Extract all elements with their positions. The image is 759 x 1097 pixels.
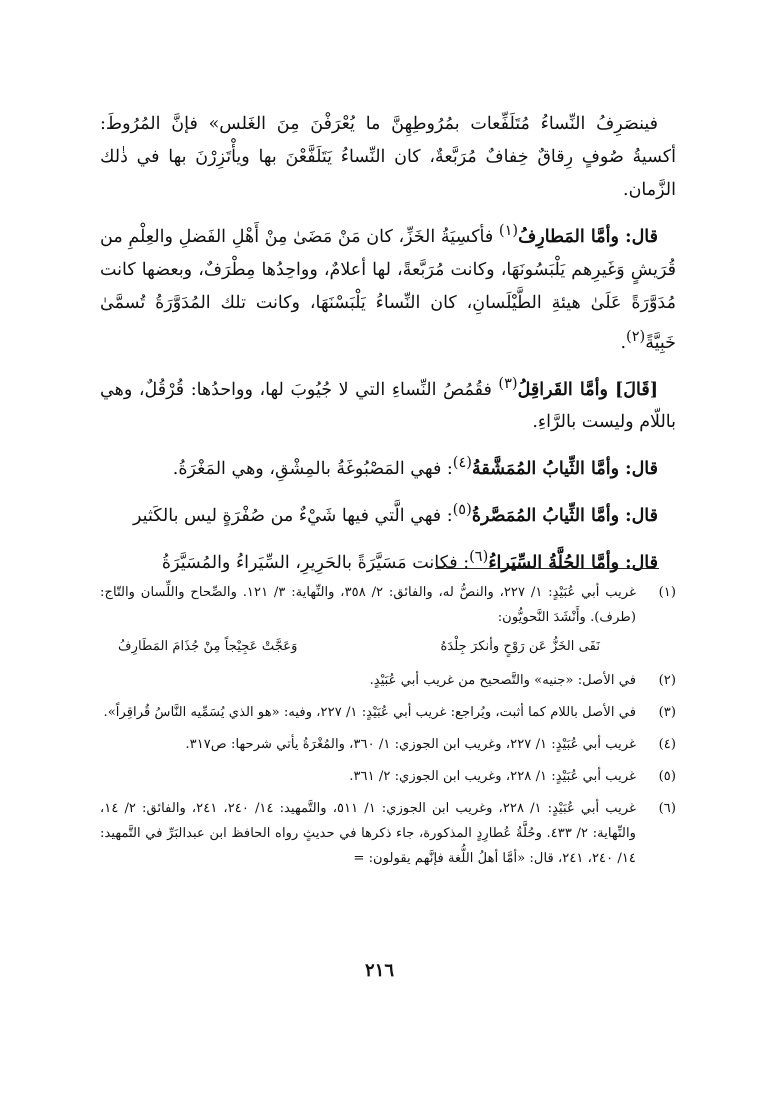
footnote-divider (435, 568, 659, 569)
footnote-ref[interactable]: (١) (498, 222, 519, 239)
footnote-text: غريب أبي عُبَيْدٍ: ١/ ٢٢٧، والنصُّ له، والفائق: ٢/ ٣٥٨، والنِّهاية: ٣/ ١٢١. والصِّحاح واللِّسان والتّاج: (طرف). وأَنْشَدَ النَّحويُّون: (100, 585, 637, 625)
footnote-ref[interactable]: (٢) (626, 327, 646, 345)
main-text (100, 108, 676, 587)
verse-hemistich-second: وَعَجَّتْ عَجِيْجاً مِنْ جُذَامَ المَطَارِفُ (118, 639, 298, 654)
paragraph-hulla: قال: وأمَّا الحُلَّةُ السِّيَراءُ$^{(٦)}$: فكانت مَسَيَّرَةً بالحَرِيرِ، السِّيَراءُ والمُسَيَّرَةُ (161, 548, 658, 573)
page-number: ٢١٦ (364, 960, 394, 981)
footnote-ref[interactable]: (٣) (498, 374, 518, 392)
footnote-number: (٢) (658, 673, 676, 688)
footnote-number: (٤) (658, 737, 676, 752)
footnote-6 (100, 796, 676, 871)
footnote-1 (100, 580, 676, 661)
footnote-3 (100, 700, 676, 725)
footnote-ref[interactable]: (٤) (452, 454, 472, 472)
paragraph-heading: قال: وأمَّا الحُلَّةُ السِّيَراءُ (488, 552, 658, 573)
footnote-text: في الأصل باللام كما أثبت، ويُراجع: غريب أبي عُبَيْدٍ: ١/ ٢٢٧، وفيه: «هو الذي يُسَمِّيه النَّاسُ قُراقِراً». (103, 705, 636, 720)
paragraph-heading: [قَالَ] وأمَّا القَراقِلُ (517, 379, 658, 400)
footnote-text: في الأصل: «جنيه» والتَّصحيح من غريب أبي عُبَيْدٍ. (369, 673, 636, 688)
paragraph-heading: قال: وأمَّا الثِّيابُ المُمَصَّرةُ (471, 506, 658, 527)
footnote-2 (100, 668, 676, 693)
footnote-4 (100, 732, 676, 757)
footnote-number: (٥) (658, 769, 676, 784)
footnotes (100, 580, 676, 878)
footnote-5 (100, 764, 676, 789)
paragraph-qaraqil: [قَالَ] وأمَّا القَراقِلُ$^{(٣)}$ فقُمُصُ النِّساءِ التي لا جُيُوبَ لها، وواحدُها: قُرْقُلٌ، وهي باللّام وليست بالرَّاءِ. (100, 374, 676, 433)
footnote-number: (٣) (658, 705, 676, 720)
poetry-verse (100, 630, 636, 661)
footnote-text: غريب أبي عُبَيْدٍ: ١/ ٢٢٨، وغريب ابن الجوزي: ٢/ ٣٦١. (349, 769, 636, 784)
footnote-text: غريب أبي عُبَيْدٍ: ١/ ٢٢٨، وغريب ابن الجوزي: ١/ ٥١١، والتَّمهيد: ١٤/ ٢٤٠، ٢٤١، والفائق: ٢/ ١٤، والنِّهاية: ٢/ ٤٣٣. وحُلَّةُ عُطارِدٍ المذكورة، جاء ذكرها في حديثٍ رواه الحافظ ابن عبدالبَرِّ في التَّمهيد: ١٤/ ٢٤٠، ٢٤١، قال: «أمَّا أهلُ اللُّغة فإنَّهم يقولون: = (100, 801, 637, 866)
paragraph-mumashshaqa: قال: وأمَّا الثِّيابُ المُمَشَّقةُ$^{(٤)}$: فهي المَصْبُوغَةُ بالمِشْقِ، وهي المَغْرَةُ. (172, 454, 658, 480)
verse-hemistich-first: نَفَى الخَزُّ عَن رَوْحٍ وأنكرَ جِلْدَهُ (440, 639, 600, 654)
paragraph-mataarif: قال: وأمَّا المَطارِفُ$^{(١)}$ فأكسِيَةُ الخَزِّ، كان مَنْ مَضَىٰ مِنْ أَهْلِ الفَضلِ والعِلْمِ من قُرَيشٍ وَغَيرِهم يَلْبَسُونَهَا، وكانت مُرَبَّعةً، لها أعلامٌ، وواحِدُها مِطْرَفٌ، وبعضها كانت مُدَوَّرَةً عَلَىٰ هيئةِ الطَّيْلَسانِ، كان النِّساءُ يَلْبَسْنَهَا، وكانت تلك المُدَوَّرَةُ تُسمَّىٰ خَبِيَّةً$^{(٢)}$. (100, 222, 676, 353)
paragraph-mumassara: قال: وأمَّا الثِّيابُ المُمَصَّرةُ$^{(٥)}$: فهي الَّتي فيها شَيْءٌ من صُفْرَةٍ ليس بالكَثير (133, 501, 658, 527)
footnote-ref[interactable]: (٦) (469, 548, 489, 566)
paragraph-heading: قال: وأمَّا المَطارِفُ (518, 226, 658, 247)
paragraph-murut: فينصَرِفُ النِّساءُ مُتَلَفِّعات بمُرُوطِهِنَّ ما يُعْرَفْنَ مِنَ الغَلس» فإنَّ المُرُوطَ: أكسيةُ صُوفٍ رِقاقٌ خِفافٌ مُرَبَّعةٌ، كان النِّساءُ يَتَلَفَّعْنَ بها ويأْتَزِرْنَ بها في ذٰلك الزَّمان. (100, 114, 676, 200)
paragraph-heading: قال: وأمَّا الثِّيابُ المُمَشَّقةُ (471, 459, 658, 480)
footnote-number: (١) (658, 585, 676, 600)
footnote-text: غريب أبي عُبَيْدٍ: ١/ ٢٢٧، وغريب ابن الجوزي: ١/ ٣٦٠، والمُغْرَةُ يأتي شرحها: ص٣١٧. (185, 737, 636, 752)
footnote-number: (٦) (658, 801, 676, 816)
footnote-ref[interactable]: (٥) (452, 501, 472, 519)
